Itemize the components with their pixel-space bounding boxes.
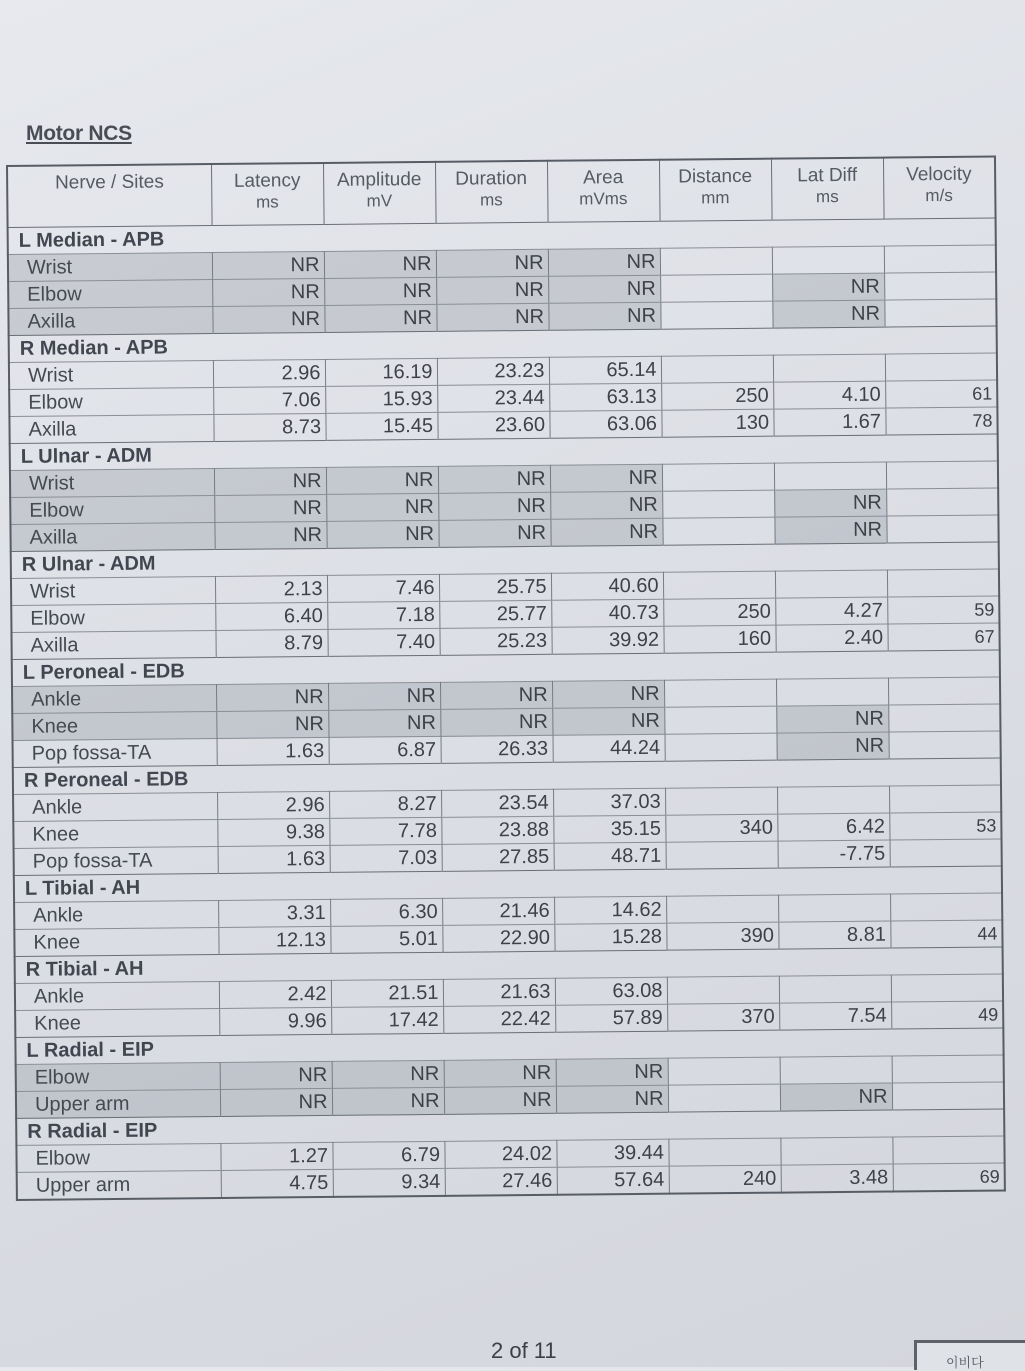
nerve-group-label: L Tibial - AH <box>14 866 1002 902</box>
cell-duration: NR <box>444 1086 556 1114</box>
cell-amplitude: 16.19 <box>325 358 437 386</box>
cell-lat-diff: NR <box>774 489 886 517</box>
cell-duration: 21.63 <box>443 978 555 1006</box>
cell-lat-diff: 7.54 <box>779 1002 891 1030</box>
cell-velocity <box>884 299 996 327</box>
cell-duration: 23.88 <box>441 816 553 844</box>
site-name-cell: Ankle <box>15 981 219 1010</box>
cell-amplitude: 15.45 <box>325 412 437 440</box>
cell-amplitude: NR <box>326 466 438 494</box>
cell-latency: 2.96 <box>217 791 329 819</box>
cell-distance <box>663 571 775 599</box>
cell-lat-diff: -7.75 <box>778 840 890 868</box>
cell-area: NR <box>548 275 660 303</box>
cell-distance <box>662 490 774 518</box>
cell-duration: NR <box>436 276 548 304</box>
cell-latency: 1.27 <box>220 1142 332 1170</box>
col-header-duration <box>435 161 548 224</box>
cell-distance <box>666 841 778 869</box>
cell-latency: NR <box>216 683 328 711</box>
cell-area: 63.13 <box>549 383 661 411</box>
cell-lat-diff: NR <box>772 300 884 328</box>
cell-lat-diff: 3.48 <box>781 1164 893 1193</box>
cell-latency: 4.75 <box>221 1169 333 1198</box>
cell-amplitude: NR <box>328 709 440 737</box>
cell-latency: NR <box>212 251 324 279</box>
cell-latency: 8.73 <box>213 413 325 441</box>
site-name-cell: Ankle <box>14 900 218 929</box>
cell-amplitude: NR <box>324 277 436 305</box>
cell-lat-diff: NR <box>776 732 888 760</box>
cell-velocity <box>892 1082 1004 1110</box>
site-name-cell: Upper arm <box>17 1170 221 1199</box>
cell-latency: 9.96 <box>219 1007 331 1035</box>
cell-latency: 3.31 <box>218 899 330 927</box>
cell-area: NR <box>548 248 660 276</box>
cell-velocity <box>888 704 1000 732</box>
cell-lat-diff <box>775 570 887 598</box>
cell-amplitude: 7.78 <box>329 817 441 845</box>
site-name-cell: Upper arm <box>16 1089 220 1118</box>
col-header-nerve-sites <box>7 164 212 227</box>
nerve-group-label: L Median - APB <box>8 218 996 254</box>
cell-latency: 9.38 <box>217 818 329 846</box>
cell-area: 14.62 <box>554 896 666 924</box>
site-name-cell: Elbow <box>9 388 213 417</box>
cell-lat-diff <box>778 894 890 922</box>
cell-amplitude: NR <box>324 304 436 332</box>
cell-area: 44.24 <box>552 734 664 762</box>
cell-amplitude: NR <box>328 682 440 710</box>
cell-amplitude: 5.01 <box>330 925 442 953</box>
cell-duration: NR <box>436 249 548 277</box>
cell-latency: 7.06 <box>213 386 325 414</box>
cell-distance <box>668 1057 780 1085</box>
cell-duration: NR <box>436 303 548 331</box>
cell-duration: 23.23 <box>437 357 549 385</box>
nerve-group-label: R Peroneal - EDB <box>13 758 1001 794</box>
cell-latency: NR <box>216 710 328 738</box>
cell-duration: NR <box>438 519 550 547</box>
cell-area: NR <box>550 518 662 546</box>
cell-velocity: 61 <box>885 380 997 408</box>
cell-amplitude: 7.46 <box>327 574 439 602</box>
cell-distance <box>668 1138 780 1166</box>
cell-latency: 6.40 <box>215 602 327 630</box>
cell-latency: 2.42 <box>219 980 331 1008</box>
cell-amplitude: NR <box>326 520 438 548</box>
cell-lat-diff: NR <box>776 705 888 733</box>
cell-area: 39.92 <box>551 626 663 654</box>
motor-ncs-table-body <box>8 218 1005 1200</box>
cell-duration: 24.02 <box>444 1140 556 1168</box>
col-header-unit: mm <box>701 188 730 208</box>
cell-velocity <box>885 353 997 381</box>
cell-lat-diff <box>776 678 888 706</box>
cell-area: 39.44 <box>556 1139 668 1167</box>
nerve-group-label: L Radial - EIP <box>15 1028 1003 1064</box>
cell-duration: 25.23 <box>439 627 551 655</box>
cell-lat-diff <box>772 246 884 274</box>
cell-lat-diff <box>780 1056 892 1084</box>
site-name-cell: Wrist <box>8 253 212 282</box>
cell-duration: 22.90 <box>442 924 554 952</box>
nerve-group-label: R Ulnar - ADM <box>11 542 999 578</box>
cell-area: 63.06 <box>549 410 661 438</box>
cell-latency: 8.79 <box>215 629 327 657</box>
cell-duration: NR <box>438 465 550 493</box>
site-name-cell: Axilla <box>9 415 213 444</box>
cell-lat-diff: 8.81 <box>778 921 890 949</box>
col-header-unit: ms <box>479 190 503 210</box>
site-name-cell: Elbow <box>11 604 215 633</box>
cell-duration: 22.42 <box>443 1005 555 1033</box>
page-number: 2 of 11 <box>491 1338 557 1363</box>
site-name-cell: Elbow <box>8 280 212 309</box>
nerve-group-label: L Peroneal - EDB <box>12 650 1000 686</box>
cell-distance <box>668 1084 780 1112</box>
cell-velocity: 67 <box>887 623 999 651</box>
cell-velocity <box>888 677 1000 705</box>
cell-duration: 27.85 <box>442 843 554 871</box>
cell-lat-diff: 4.10 <box>773 381 885 409</box>
nerve-group-label: R Median - APB <box>9 326 997 362</box>
site-name-cell: Elbow <box>10 496 214 525</box>
col-header-label: Latency <box>233 170 301 192</box>
cell-duration: 25.75 <box>439 573 551 601</box>
cell-amplitude: 8.27 <box>329 790 441 818</box>
cell-latency: NR <box>212 305 324 333</box>
col-header-distance <box>659 159 772 222</box>
cell-latency: NR <box>214 494 326 522</box>
cell-distance: 160 <box>663 625 775 653</box>
site-name-cell: Ankle <box>13 793 217 822</box>
corner-stamp-text: 이비다 <box>946 1355 984 1370</box>
section-title: Motor NCS <box>26 122 132 145</box>
cell-lat-diff: NR <box>772 273 884 301</box>
cell-distance <box>660 301 772 329</box>
cell-amplitude: NR <box>324 250 436 278</box>
cell-velocity: 69 <box>893 1163 1005 1192</box>
cell-velocity: 53 <box>889 812 1001 840</box>
cell-velocity <box>884 272 996 300</box>
cell-velocity <box>887 569 999 597</box>
cell-duration: 21.46 <box>442 897 554 925</box>
col-header-area <box>547 160 660 223</box>
cell-distance: 250 <box>661 382 773 410</box>
col-header-unit: ms <box>815 187 839 207</box>
cell-lat-diff <box>779 975 891 1003</box>
cell-area: 37.03 <box>553 788 665 816</box>
cell-distance <box>664 706 776 734</box>
cell-duration: NR <box>444 1059 556 1087</box>
cell-distance: 370 <box>667 1003 779 1031</box>
site-name-cell: Wrist <box>9 361 213 390</box>
cell-amplitude: 7.18 <box>327 601 439 629</box>
cell-latency: 1.63 <box>217 737 329 765</box>
cell-lat-diff: 2.40 <box>775 624 887 652</box>
col-header-label: Duration <box>455 167 528 190</box>
cell-area: 35.15 <box>553 815 665 843</box>
cell-area: NR <box>552 680 664 708</box>
cell-distance: 130 <box>661 409 773 437</box>
cell-area: 63.08 <box>555 977 667 1005</box>
cell-duration: 23.60 <box>437 411 549 439</box>
cell-amplitude: 9.34 <box>333 1168 445 1197</box>
motor-ncs-table-container <box>6 156 1004 1201</box>
cell-area: NR <box>552 707 664 735</box>
cell-area: NR <box>550 464 662 492</box>
cell-amplitude: 7.03 <box>330 844 442 872</box>
cell-distance: 250 <box>663 598 775 626</box>
site-name-cell: Elbow <box>16 1143 220 1172</box>
cell-latency: NR <box>214 521 326 549</box>
cell-distance <box>664 733 776 761</box>
col-header-label: Distance <box>678 165 753 188</box>
cell-velocity <box>892 1055 1004 1083</box>
cell-distance <box>664 679 776 707</box>
col-header-lat-diff <box>771 158 884 221</box>
cell-distance: 390 <box>666 922 778 950</box>
cell-velocity <box>886 515 998 543</box>
site-name-cell: Axilla <box>10 523 214 552</box>
cell-velocity: 59 <box>887 596 999 624</box>
cell-velocity <box>886 461 998 489</box>
col-header-label: Nerve / Sites <box>54 171 164 194</box>
cell-distance <box>660 247 772 275</box>
site-name-cell: Pop fossa-TA <box>13 739 217 768</box>
nerve-group-label: R Radial - EIP <box>16 1109 1004 1145</box>
site-name-cell: Wrist <box>10 469 214 498</box>
cell-duration: 23.54 <box>441 789 553 817</box>
cell-distance <box>667 976 779 1004</box>
cell-velocity <box>890 893 1002 921</box>
cell-latency: NR <box>220 1061 332 1089</box>
col-header-unit: mVms <box>579 189 628 209</box>
cell-amplitude: 21.51 <box>331 979 443 1007</box>
cell-area: 40.73 <box>551 599 663 627</box>
cell-duration: NR <box>440 681 552 709</box>
site-name-cell: Ankle <box>12 685 216 714</box>
site-name-cell: Knee <box>15 1008 219 1037</box>
header-row <box>7 157 996 228</box>
cell-lat-diff <box>773 354 885 382</box>
col-header-label: Velocity <box>906 163 972 186</box>
cell-area: 15.28 <box>554 923 666 951</box>
cell-distance <box>662 463 774 491</box>
cell-velocity <box>891 974 1003 1002</box>
cell-velocity <box>890 839 1002 867</box>
cell-latency: NR <box>212 278 324 306</box>
cell-lat-diff: NR <box>774 516 886 544</box>
cell-area: 48.71 <box>554 842 666 870</box>
cell-lat-diff: NR <box>780 1083 892 1111</box>
col-header-unit: m/s <box>925 185 953 206</box>
cell-distance: 340 <box>665 814 777 842</box>
site-name-cell: Elbow <box>16 1062 220 1091</box>
cell-latency: NR <box>220 1088 332 1116</box>
site-name-cell: Axilla <box>11 631 215 660</box>
cell-amplitude: 7.40 <box>327 628 439 656</box>
cell-velocity <box>886 488 998 516</box>
cell-distance <box>666 895 778 923</box>
cell-duration: 26.33 <box>441 735 553 763</box>
col-header-latency <box>211 163 324 226</box>
cell-duration: 25.77 <box>439 600 551 628</box>
cell-area: 40.60 <box>551 572 663 600</box>
site-name-cell: Knee <box>12 712 216 741</box>
cell-area: NR <box>556 1058 668 1086</box>
cell-velocity: 49 <box>891 1001 1003 1029</box>
col-header-label: Amplitude <box>336 169 422 191</box>
col-header-unit: mV <box>366 191 393 211</box>
cell-amplitude: 15.93 <box>325 385 437 413</box>
cell-distance <box>661 355 773 383</box>
cell-amplitude: 6.79 <box>332 1141 444 1169</box>
cell-duration: 23.44 <box>437 384 549 412</box>
cell-latency: NR <box>214 467 326 495</box>
cell-duration: 27.46 <box>445 1167 557 1196</box>
col-header-label: Lat Diff <box>797 164 858 187</box>
cell-amplitude: 6.30 <box>330 898 442 926</box>
cell-lat-diff <box>777 786 889 814</box>
cell-area: NR <box>550 491 662 519</box>
col-header-amplitude <box>323 162 436 225</box>
cell-duration: NR <box>438 492 550 520</box>
site-name-cell: Pop fossa-TA <box>14 847 218 876</box>
site-name-cell: Knee <box>14 927 218 956</box>
cell-velocity <box>889 785 1001 813</box>
cell-distance: 240 <box>669 1165 781 1194</box>
col-header-velocity <box>883 157 996 220</box>
nerve-group-label: L Ulnar - ADM <box>10 434 998 470</box>
cell-duration: NR <box>440 708 552 736</box>
cell-lat-diff <box>774 462 886 490</box>
cell-amplitude: NR <box>332 1087 444 1115</box>
cell-distance <box>662 517 774 545</box>
site-name-cell: Wrist <box>11 577 215 606</box>
cell-velocity: 44 <box>890 920 1002 948</box>
site-name-cell: Axilla <box>8 307 212 336</box>
cell-lat-diff: 1.67 <box>773 408 885 436</box>
cell-latency: 1.63 <box>218 845 330 873</box>
cell-amplitude: NR <box>332 1060 444 1088</box>
col-header-unit: ms <box>255 192 279 212</box>
cell-velocity <box>888 731 1000 759</box>
cell-lat-diff <box>780 1137 892 1165</box>
cell-latency: 12.13 <box>218 926 330 954</box>
cell-velocity <box>892 1136 1004 1164</box>
cell-area: NR <box>556 1085 668 1113</box>
cell-area: 65.14 <box>549 356 661 384</box>
site-name-cell: Knee <box>13 820 217 849</box>
nerve-group-label: R Tibial - AH <box>15 947 1003 983</box>
cell-velocity <box>884 245 996 273</box>
cell-latency: 2.96 <box>213 359 325 387</box>
cell-area: 57.89 <box>555 1004 667 1032</box>
cell-velocity: 78 <box>885 407 997 435</box>
cell-latency: 2.13 <box>215 575 327 603</box>
cell-distance <box>665 787 777 815</box>
cell-lat-diff: 4.27 <box>775 597 887 625</box>
col-header-label: Area <box>582 167 624 189</box>
cell-distance <box>660 274 772 302</box>
cell-area: 57.64 <box>557 1166 669 1195</box>
motor-ncs-table <box>6 155 1006 1200</box>
cell-amplitude: NR <box>326 493 438 521</box>
cell-amplitude: 6.87 <box>329 736 441 764</box>
cell-lat-diff: 6.42 <box>777 813 889 841</box>
cell-area: NR <box>548 302 660 330</box>
cell-amplitude: 17.42 <box>331 1006 443 1034</box>
